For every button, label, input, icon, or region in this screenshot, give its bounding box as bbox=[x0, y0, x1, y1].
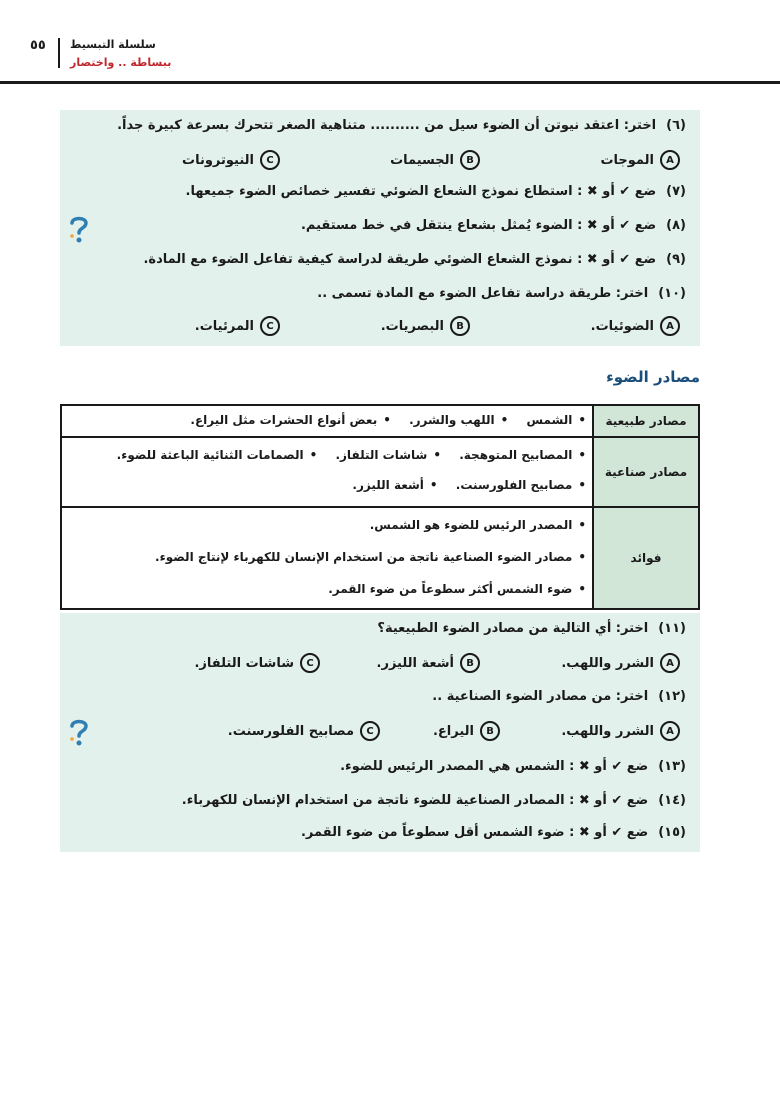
question-text: اختر: أي التالية من مصادر الضوء الطبيعية؟ bbox=[377, 621, 649, 636]
option-letter: A bbox=[660, 721, 680, 741]
option-c[interactable] bbox=[195, 316, 280, 336]
row-body bbox=[70, 508, 586, 608]
question-text: اختر: اعتقد نيوتن أن الضوء سيل من .......... متناهية الصغر تتحرك بسرعة كبيرة جداً. bbox=[117, 118, 657, 133]
artificial-sources-line-2: •مصابيح الفلورسنت. •أشعة الليزر. bbox=[352, 478, 586, 492]
option-a[interactable] bbox=[600, 150, 680, 170]
option-b[interactable] bbox=[433, 721, 500, 741]
list-item: الصمامات الثنائية الباعثة للضوء. bbox=[116, 448, 304, 462]
option-text: الجسيمات bbox=[390, 152, 454, 168]
option-text: الموجات bbox=[600, 152, 654, 168]
question-number: (٧) bbox=[666, 184, 686, 199]
list-item-text: المصدر الرئيس للضوء هو الشمس. bbox=[369, 518, 573, 532]
option-a[interactable] bbox=[561, 653, 680, 673]
table-row-artificial bbox=[62, 438, 698, 508]
option-c[interactable] bbox=[182, 150, 280, 170]
list-item: المصابيح المتوهجة. bbox=[459, 448, 573, 462]
q10-options bbox=[80, 316, 680, 340]
option-letter: A bbox=[660, 653, 680, 673]
questions-panel-2 bbox=[60, 613, 700, 852]
option-c[interactable] bbox=[194, 653, 320, 673]
list-item-text: ضوء الشمس أكثر سطوعاً من ضوء القمر. bbox=[328, 582, 573, 596]
list-item-text: مصادر الضوء الصناعية ناتجة من استخدام الإنسان للكهرباء لإنتاج الضوء. bbox=[155, 550, 573, 564]
row-body bbox=[70, 406, 586, 436]
page-number: ٥٥ bbox=[30, 38, 46, 53]
question-number: (٩) bbox=[666, 252, 686, 267]
list-item: بعض أنواع الحشرات مثل اليراع. bbox=[190, 413, 378, 427]
question-number: (١٤) bbox=[658, 793, 686, 808]
option-text: مصابيح الفلورسنت. bbox=[227, 723, 354, 739]
option-a[interactable] bbox=[591, 316, 680, 336]
question-number: (١٢) bbox=[658, 689, 686, 704]
list-item: الشمس bbox=[526, 413, 573, 427]
question-text: اختر: طريقة دراسة تفاعل الضوء مع المادة تسمى .. bbox=[317, 286, 649, 301]
series-tagline: ببساطة .. واختصار bbox=[70, 56, 172, 69]
question-number: (١٣) bbox=[658, 759, 686, 774]
option-letter: C bbox=[260, 316, 280, 336]
option-letter: C bbox=[360, 721, 380, 741]
question-text: ضع ✔ أو ✖ : استطاع نموذج الشعاع الضوئي تفسير خصائص الضوء جميعها. bbox=[185, 184, 657, 199]
option-letter: C bbox=[300, 653, 320, 673]
question-13 bbox=[340, 759, 686, 774]
question-text: ضع ✔ أو ✖ : نموذج الشعاع الضوئي طريقة لدراسة كيفية تفاعل الضوء مع المادة. bbox=[143, 252, 657, 267]
option-b[interactable] bbox=[377, 653, 480, 673]
question-9 bbox=[143, 252, 686, 267]
question-text: ضع ✔ أو ✖ : الشمس هي المصدر الرئيس للضوء. bbox=[340, 759, 649, 774]
list-item: مصابيح الفلورسنت. bbox=[455, 478, 573, 492]
list-item: اللهب والشرر. bbox=[409, 413, 495, 427]
question-14 bbox=[182, 793, 686, 808]
header-rule bbox=[0, 81, 780, 84]
header-separator bbox=[58, 38, 60, 68]
question-text: ضع ✔ أو ✖ : المصادر الصناعية للضوء ناتجة من استخدام الإنسان للكهرباء. bbox=[181, 793, 649, 808]
option-text: الضوئيات. bbox=[590, 318, 654, 334]
natural-sources-line: •الشمس •اللهب والشرر. •بعض أنواع الحشرات مثل اليراع. bbox=[190, 413, 586, 427]
question-number: (١٠) bbox=[658, 286, 686, 301]
light-sources-table bbox=[60, 404, 700, 610]
row-header: مصادر طبيعية bbox=[592, 406, 698, 436]
row-header: فوائد bbox=[592, 508, 698, 608]
list-item: شاشات التلفاز. bbox=[335, 448, 428, 462]
option-text: المرئيات. bbox=[194, 318, 254, 334]
section-title: مصادر الضوء bbox=[606, 368, 700, 386]
option-text: أشعة الليزر. bbox=[376, 655, 454, 671]
artificial-sources-line-1: •المصابيح المتوهجة. •شاشات التلفاز. •الصمامات الثنائية الباعثة للضوء. bbox=[116, 448, 586, 462]
question-text: اختر: من مصادر الضوء الصناعية .. bbox=[432, 689, 649, 704]
question-11 bbox=[377, 621, 686, 636]
question-text: ضع ✔ أو ✖ : الضوء يُمثل بشعاع ينتقل في خط مستقيم. bbox=[300, 218, 657, 233]
series-title: سلسلة التبسيط bbox=[70, 38, 156, 51]
option-letter: A bbox=[660, 150, 680, 170]
question-number: (١١) bbox=[658, 621, 686, 636]
questions-panel-1 bbox=[60, 110, 700, 346]
option-text: الشرر واللهب. bbox=[561, 655, 654, 671]
option-letter: B bbox=[460, 653, 480, 673]
option-b[interactable] bbox=[390, 150, 480, 170]
option-a[interactable] bbox=[561, 721, 680, 741]
question-15 bbox=[301, 825, 686, 840]
page-header bbox=[30, 30, 750, 80]
table-row-benefits bbox=[62, 508, 698, 608]
list-item: •المصدر الرئيس للضوء هو الشمس. bbox=[369, 518, 586, 532]
question-10 bbox=[317, 286, 686, 301]
option-text: شاشات التلفاز. bbox=[194, 655, 294, 671]
option-letter: A bbox=[660, 316, 680, 336]
question-number: (٨) bbox=[666, 218, 686, 233]
q6-options bbox=[80, 150, 680, 174]
q11-options bbox=[80, 653, 680, 677]
question-number: (١٥) bbox=[658, 825, 686, 840]
option-b[interactable] bbox=[381, 316, 470, 336]
option-text: البصريات. bbox=[380, 318, 444, 334]
question-number: (٦) bbox=[666, 118, 686, 133]
question-mark-icon bbox=[68, 214, 90, 244]
list-item: •ضوء الشمس أكثر سطوعاً من ضوء القمر. bbox=[328, 582, 586, 596]
list-item: أشعة الليزر. bbox=[352, 478, 424, 492]
question-12 bbox=[432, 689, 686, 704]
list-item: •مصادر الضوء الصناعية ناتجة من استخدام الإنسان للكهرباء لإنتاج الضوء. bbox=[155, 550, 586, 564]
question-6 bbox=[117, 118, 686, 133]
option-letter: B bbox=[460, 150, 480, 170]
row-header: مصادر صناعية bbox=[592, 438, 698, 506]
option-letter: B bbox=[480, 721, 500, 741]
option-text: الشرر واللهب. bbox=[561, 723, 654, 739]
option-letter: B bbox=[450, 316, 470, 336]
question-7 bbox=[186, 184, 686, 199]
table-row-natural bbox=[62, 406, 698, 438]
option-text: النيوترونات bbox=[182, 152, 254, 168]
option-letter: C bbox=[260, 150, 280, 170]
option-c[interactable] bbox=[228, 721, 380, 741]
question-mark-icon bbox=[68, 717, 90, 747]
q12-options bbox=[80, 721, 680, 745]
question-8 bbox=[301, 218, 686, 233]
option-text: اليراع. bbox=[432, 723, 474, 739]
row-body bbox=[70, 438, 586, 506]
question-text: ضع ✔ أو ✖ : ضوء الشمس أقل سطوعاً من ضوء القمر. bbox=[300, 825, 649, 840]
